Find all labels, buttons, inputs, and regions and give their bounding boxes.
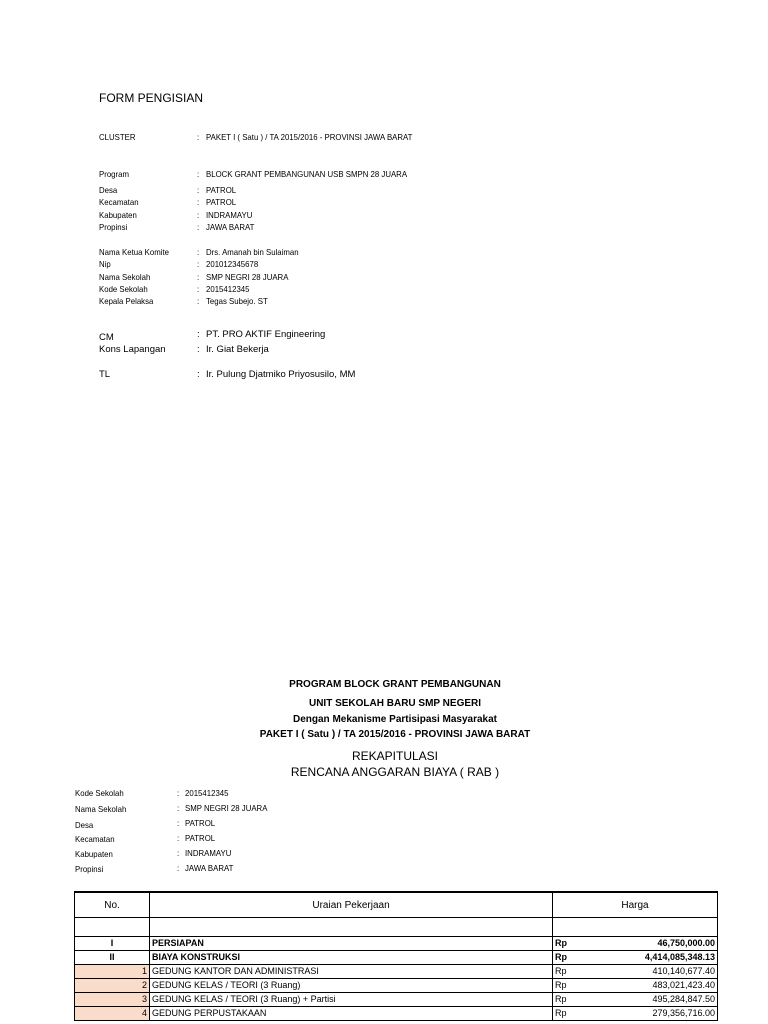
heading-program: PROGRAM BLOCK GRANT PEMBANGUNAN — [289, 679, 501, 690]
row-currency: Rp — [553, 937, 611, 951]
kons-lapangan-label: Kons Lapangan — [99, 344, 166, 355]
school-propinsi-label: Propinsi — [75, 864, 104, 874]
heading-rekapitulasi: REKAPITULASI — [351, 749, 439, 763]
separator: : — [177, 803, 180, 813]
form-title: FORM PENGISIAN — [99, 91, 204, 105]
separator: : — [177, 788, 180, 798]
kode-sekolah-label: Kode Sekolah — [99, 284, 148, 294]
row-no: II — [75, 951, 150, 965]
school-nama-label: Nama Sekolah — [75, 804, 127, 814]
nama-sekolah-label: Nama Sekolah — [99, 272, 151, 282]
school-nama-value: SMP NEGRI 28 JUARA — [185, 803, 268, 813]
school-kecamatan-label: Kecamatan — [75, 834, 115, 844]
row-harga: 495,284,847.50 — [611, 993, 718, 1007]
table-header-row — [75, 892, 718, 918]
separator: : — [197, 259, 200, 269]
row-harga: 410,140,677.40 — [611, 965, 718, 979]
row-uraian: GEDUNG PERPUSTAKAAN — [150, 1007, 553, 1021]
heading-paket: PAKET I ( Satu ) / TA 2015/2016 - PROVINSI JAWA BARAT — [259, 729, 531, 740]
separator: : — [177, 818, 180, 828]
separator: : — [177, 833, 180, 843]
row-harga: 279,356,716.00 — [611, 1007, 718, 1021]
table-row — [75, 951, 718, 965]
separator: : — [197, 185, 200, 195]
table-row — [75, 979, 718, 993]
header-harga: Harga — [553, 892, 718, 918]
row-currency: Rp — [553, 979, 611, 993]
heading-rab: RENCANA ANGGARAN BIAYA ( RAB ) — [290, 765, 500, 779]
row-currency: Rp — [553, 951, 611, 965]
row-currency: Rp — [553, 965, 611, 979]
nip-value: 201012345678 — [206, 259, 259, 269]
table-row — [75, 965, 718, 979]
school-desa-value: PATROL — [185, 818, 216, 828]
cm-value: PT. PRO AKTIF Engineering — [206, 329, 326, 340]
school-kode-label: Kode Sekolah — [75, 788, 124, 798]
heading-unit: UNIT SEKOLAH BARU SMP NEGERI — [308, 698, 482, 709]
school-kecamatan-value: PATROL — [185, 833, 216, 843]
separator: : — [197, 329, 200, 340]
row-harga: 4,414,085,348.13 — [611, 951, 718, 965]
separator: : — [177, 848, 180, 858]
row-uraian: PERSIAPAN — [150, 937, 553, 951]
desa-label: Desa — [99, 185, 118, 195]
program-label: Program — [99, 169, 129, 179]
cluster-label: CLUSTER — [99, 132, 136, 142]
separator: : — [197, 210, 200, 220]
kecamatan-label: Kecamatan — [99, 197, 139, 207]
row-no: I — [75, 937, 150, 951]
heading-mekanisme: Dengan Mekanisme Partisipasi Masyarakat — [293, 714, 497, 725]
tl-label: TL — [99, 369, 111, 380]
separator: : — [197, 296, 200, 306]
cluster-value: PAKET I ( Satu ) / TA 2015/2016 - PROVINSI JAWA BARAT — [206, 132, 413, 142]
separator: : — [197, 197, 200, 207]
row-harga: 46,750,000.00 — [611, 937, 718, 951]
school-desa-label: Desa — [75, 820, 94, 830]
kabupaten-value: INDRAMAYU — [206, 210, 253, 220]
separator: : — [197, 169, 200, 179]
nama-sekolah-value: SMP NEGRI 28 JUARA — [206, 272, 289, 282]
separator: : — [197, 344, 200, 355]
row-uraian: GEDUNG KANTOR DAN ADMINISTRASI — [150, 965, 553, 979]
kons-lapangan-value: Ir. Giat Bekerja — [206, 344, 269, 355]
row-uraian: GEDUNG KELAS / TEORI (3 Ruang) — [150, 979, 553, 993]
ketua-komite-value: Drs. Amanah bin Sulaiman — [206, 247, 299, 257]
desa-value: PATROL — [206, 185, 237, 195]
rab-table — [74, 891, 718, 1021]
row-no: 4 — [75, 1007, 150, 1021]
row-uraian: BIAYA KONSTRUKSI — [150, 951, 553, 965]
kepala-pelaksa-value: Tegas Subejo. ST — [206, 296, 268, 306]
table-row — [75, 993, 718, 1007]
separator: : — [197, 272, 200, 282]
row-no: 3 — [75, 993, 150, 1007]
school-kabupaten-label: Kabupaten — [75, 849, 113, 859]
separator: : — [197, 132, 200, 142]
header-no: No. — [75, 892, 150, 918]
tl-value: Ir. Pulung Djatmiko Priyosusilo, MM — [206, 369, 356, 380]
row-currency: Rp — [553, 1007, 611, 1021]
ketua-komite-label: Nama Ketua Komite — [99, 247, 169, 257]
table-blank-row — [75, 918, 718, 937]
row-currency: Rp — [553, 993, 611, 1007]
separator: : — [197, 284, 200, 294]
separator: : — [197, 369, 200, 380]
propinsi-value: JAWA BARAT — [206, 222, 255, 232]
table-row — [75, 937, 718, 951]
row-harga: 483,021,423.40 — [611, 979, 718, 993]
program-value: BLOCK GRANT PEMBANGUNAN USB SMPN 28 JUARA — [206, 169, 408, 179]
kabupaten-label: Kabupaten — [99, 210, 137, 220]
table-row — [75, 1007, 718, 1021]
header-uraian: Uraian Pekerjaan — [150, 892, 553, 918]
kode-sekolah-value: 2015412345 — [206, 284, 250, 294]
row-no: 1 — [75, 965, 150, 979]
kecamatan-value: PATROL — [206, 197, 237, 207]
propinsi-label: Propinsi — [99, 222, 128, 232]
separator: : — [197, 247, 200, 257]
kepala-pelaksa-label: Kepala Pelaksa — [99, 296, 154, 306]
school-kabupaten-value: INDRAMAYU — [185, 848, 232, 858]
nip-label: Nip — [99, 259, 111, 269]
separator: : — [197, 222, 200, 232]
row-no: 2 — [75, 979, 150, 993]
cm-label: CM — [99, 332, 114, 343]
row-uraian: GEDUNG KELAS / TEORI (3 Ruang) + Partisi — [150, 993, 553, 1007]
separator: : — [177, 863, 180, 873]
school-kode-value: 2015412345 — [185, 788, 229, 798]
school-propinsi-value: JAWA BARAT — [185, 863, 234, 873]
